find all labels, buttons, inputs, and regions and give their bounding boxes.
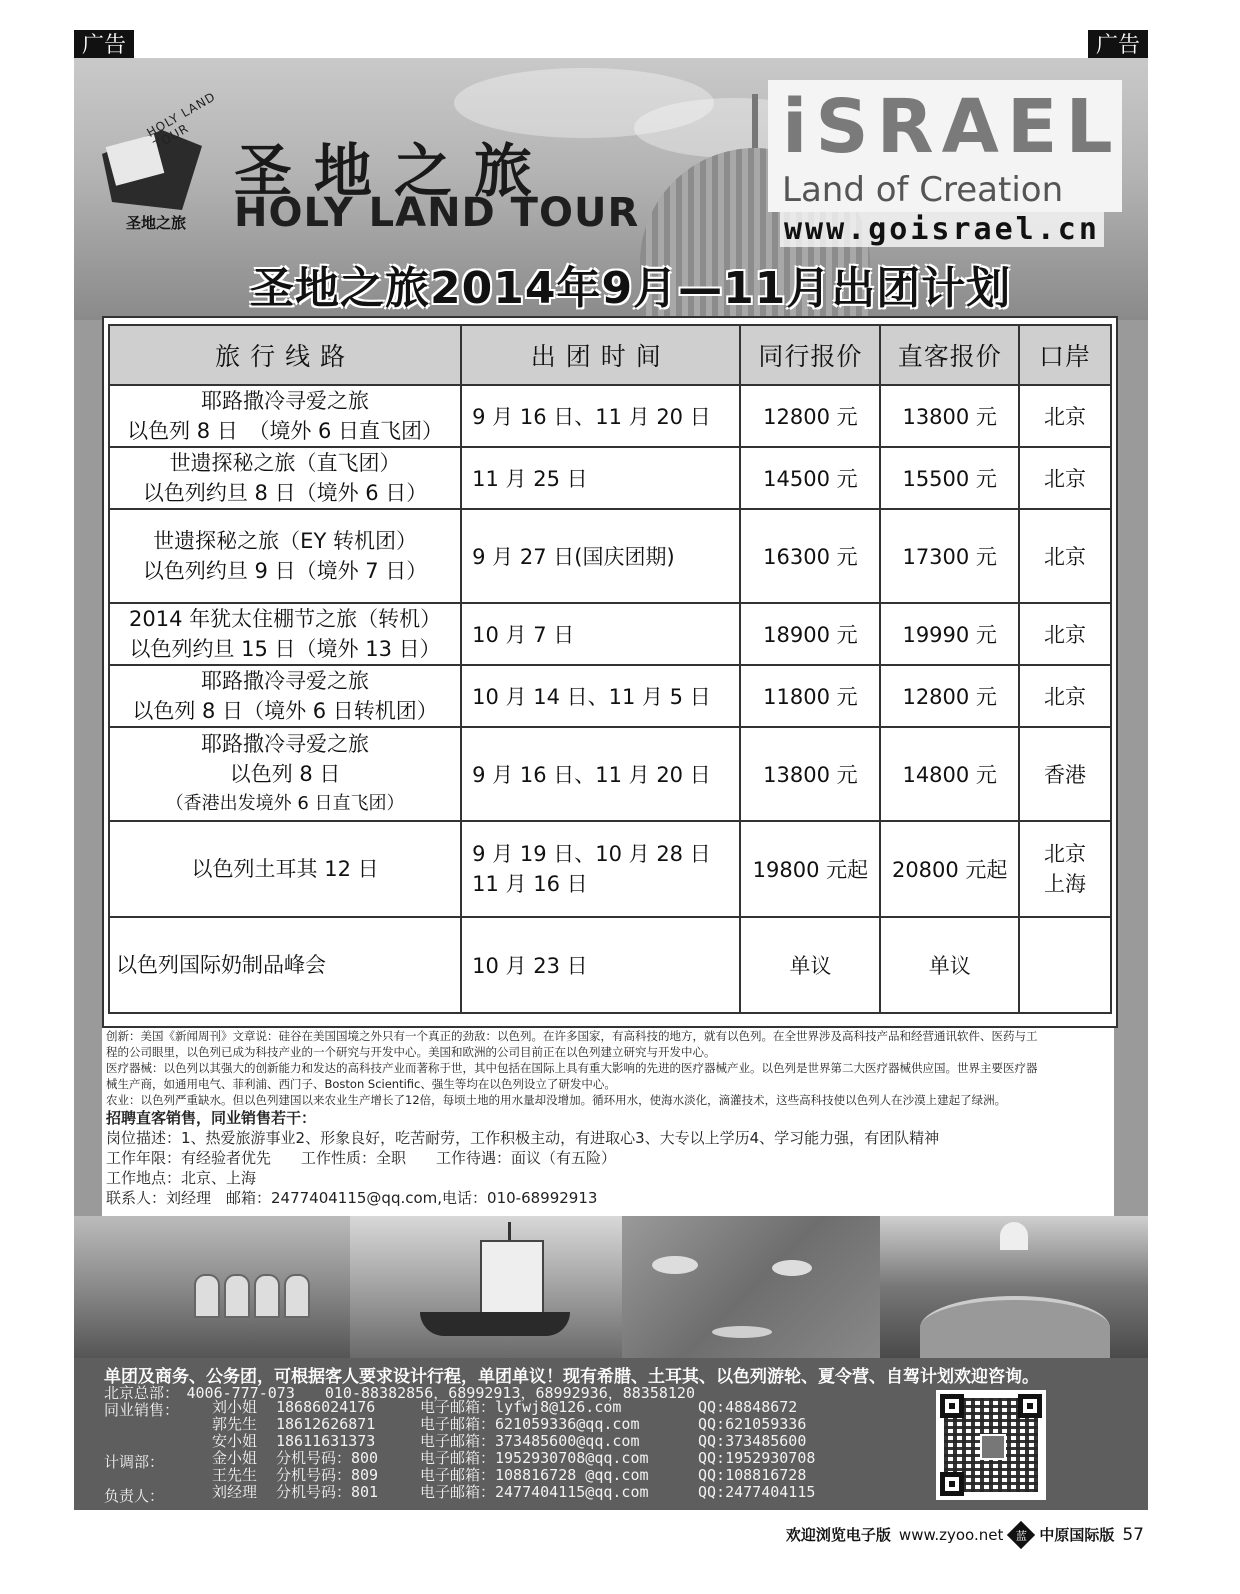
table-row [109,447,1111,509]
contact-phones [276,1399,378,1501]
info-line: 创新：美国《新闻周刊》文章说：硅谷在美国国境之外只有一个真正的劲敌：以色列。在许多国家，有高科技的地方，就有以色列。在全世界涉及高科技产品和经营通讯软件、医药与工 [106,1029,1038,1043]
peer-price-cell: 19800 元起 [740,821,880,917]
header-route: 旅行线路 [109,325,461,385]
contact-email[interactable]: 电子邮箱：2477404115@qq.com [420,1483,649,1501]
contact-qq: QQ:621059336 [698,1415,807,1433]
direct-price-cell: 17300 元 [880,509,1019,603]
israel-logo [768,80,1122,212]
church-arch [224,1274,250,1318]
dead-sea-photo [622,1216,880,1358]
route-cell [109,447,461,509]
direct-price-cell: 19990 元 [880,603,1019,665]
sailboat-photo [350,1216,622,1358]
direct-price-cell: 单议 [880,917,1019,1013]
footer-edition: 中原国际版 [1039,1526,1115,1544]
route-detail: 以色列 8 日（境外 6 日转机团） [132,699,438,723]
garden-terrace [920,1296,1110,1360]
contact-names [212,1399,257,1501]
qr-finder-icon [940,1472,964,1496]
ad-tag-left: 广告 [74,30,134,62]
contact-email[interactable]: 电子邮箱：373485600@qq.com [420,1432,640,1450]
route-cell [109,665,461,727]
page-headline: 圣地之旅2014年9月—11月出团计划 [250,263,1012,314]
table-row [109,385,1111,447]
date-cell: 10 月 14 日、11 月 5 日 [461,665,740,727]
boat-hull [420,1312,570,1336]
contact-email[interactable]: 电子邮箱：621059336@qq.com [420,1415,640,1433]
peer-price-cell: 单议 [740,917,880,1013]
route-name: 耶路撒冷寻爱之旅 [201,732,370,756]
dome-spire [752,94,758,154]
church-arch [194,1274,220,1318]
recruit-line: 工作地点：北京、上海 [106,1169,257,1187]
footer-welcome: 欢迎浏览电子版 [785,1526,891,1544]
date-cell [461,821,740,917]
route-name: 世遗探秘之旅（直飞团） [169,451,401,475]
date-cell: 9 月 16 日、11 月 20 日 [461,727,740,821]
port-cell: 北京 [1019,509,1111,603]
info-line: 程的公司眼里，以色列已成为科技产业的一个研究与开发中心。美国和欧洲的公司目前正在以色列建立研究与开发中心。 [106,1045,716,1059]
peer-price-cell: 16300 元 [740,509,880,603]
israel-tagline: Land of Creation [782,170,1064,210]
direct-price-cell: 13800 元 [880,385,1019,447]
qr-finder-icon [940,1394,964,1418]
route-detail: 以色列约旦 8 日（境外 6 日） [142,481,428,505]
recruit-title: 招聘直客销售，同业销售若干： [106,1109,317,1127]
recruit-line: 工作年限：有经验者优先 工作性质：全职 工作待遇：面议（有五险） [106,1149,617,1167]
header-peer-price: 同行报价 [740,325,880,385]
contact-emails [420,1399,649,1501]
route-detail: 以色列 8 日 [229,762,341,786]
port-cell: 香港 [1019,727,1111,821]
peer-price-cell: 11800 元 [740,665,880,727]
route-note: （香港出发境外 6 日直飞团） [165,793,405,814]
route-detail: 以色列约旦 15 日（境外 13 日） [129,637,441,661]
contact-email[interactable]: 电子邮箱：lyfwj8@126.com [420,1398,622,1416]
recruit-line: 岗位描述：1、热爱旅游事业2、形象良好，吃苦耐劳，工作积极主动，有进取心3、大专以上学历4、学习能力强，有团队精神 [106,1129,940,1147]
header-direct-price: 直客报价 [880,325,1019,385]
port-cell: 北京 [1019,665,1111,727]
contact-qq: QQ:373485600 [698,1432,807,1450]
contact-name: 刘小姐 [212,1398,258,1416]
route-name: 以色列国际奶制品峰会 [116,953,326,977]
contact-announcement: 单团及商务、公务团，可根据客人要求设计行程，单团单议！现有希腊、土耳其、以色列游轮、夏令营、自驾计划欢迎咨询。 [104,1367,1039,1387]
qr-code[interactable] [936,1390,1046,1500]
info-line: 械生产商，如通用电气、菲利浦、西门子、Boston Scientific、强生等均在以色列设立了研发中心。 [106,1077,616,1091]
contact-email[interactable]: 电子邮箱：1952930708@qq.com [420,1449,649,1467]
route-name: 耶路撒冷寻爱之旅 [201,389,370,413]
route-detail: 以色列 8 日 （境外 6 日直飞团） [127,419,444,443]
page-number: 57 [1122,1524,1144,1545]
port-line: 北京 [1044,842,1087,866]
footer-url[interactable]: www.zyoo.net [898,1525,1004,1544]
date-cell: 9 月 16 日、11 月 20 日 [461,385,740,447]
port-cell: 北京 [1019,447,1111,509]
port-cell [1019,917,1111,1013]
qr-logo-icon [980,1434,1006,1460]
salt-formation [772,1260,812,1276]
route-cell [109,509,461,603]
date-line: 11 月 16 日 [472,872,588,896]
recruit-line: 联系人：刘经理 邮箱：2477404115@qq.com,电话：010-68992913 [106,1189,598,1207]
contact-phone: 18686024176 [276,1398,376,1416]
website-url[interactable]: www.goisrael.cn [780,212,1104,247]
contact-qq: QQ:1952930708 [698,1449,816,1467]
logo-arc-text: HOLY LAND TOUR [144,89,219,153]
contact-qq: QQ:48848672 [698,1398,798,1416]
contact-name: 安小姐 [212,1432,258,1450]
route-cell [109,603,461,665]
route-name: 耶路撒冷寻爱之旅 [201,669,370,693]
contact-email[interactable]: 电子邮箱：108816728 @qq.com [420,1466,649,1484]
table-row [109,509,1111,603]
table-row [109,603,1111,665]
peer-sales-label: 同业销售： [104,1401,180,1419]
direct-price-cell: 15500 元 [880,447,1019,509]
info-section [102,1028,1114,1216]
peer-price-cell: 13800 元 [740,727,880,821]
contact-name: 金小姐 [212,1449,258,1467]
route-name: 以色列土耳其 12 日 [191,857,379,881]
date-line: 9 月 19 日、10 月 28 日 [472,842,711,866]
church-arch [284,1274,310,1318]
route-cell [109,821,461,917]
holy-land-tour-logo [96,89,226,240]
peer-price-cell: 14500 元 [740,447,880,509]
peer-price-cell: 12800 元 [740,385,880,447]
advertisement-page [74,58,1148,1510]
manager-label: 负责人： [104,1487,165,1505]
israel-wordmark: iSRAEL [782,84,1121,170]
date-cell: 9 月 27 日(国庆团期) [461,509,740,603]
direct-price-cell: 20800 元起 [880,821,1019,917]
ad-tag-right: 广告 [1088,30,1148,62]
boat-sail [480,1240,544,1314]
header-port: 口岸 [1019,325,1111,385]
contact-section [74,1358,1148,1510]
contact-name: 王先生 [212,1466,258,1484]
table-row [109,665,1111,727]
planning-label: 计调部： [104,1453,165,1471]
qr-finder-icon [1018,1394,1042,1418]
contact-phone: 分机号码：800 [276,1449,379,1467]
contact-phone: 18611631373 [276,1432,376,1450]
brand-title-cn: 圣地之旅 [234,137,555,205]
route-name: 世遗探秘之旅（EY 转机团） [153,529,417,553]
table-header-row [109,325,1111,385]
photo-strip [74,1216,1148,1358]
contact-name: 刘经理 [212,1483,258,1501]
route-cell [109,385,461,447]
direct-price-cell: 12800 元 [880,665,1019,727]
logo-cn-text: 圣地之旅 [126,214,187,232]
date-cell: 10 月 23 日 [461,917,740,1013]
hq-phones: 北京总部： 4006-777-073 010-88382856，68992913，68992936，88358120 [104,1384,695,1402]
contact-name: 郭先生 [212,1415,258,1433]
floating-person [712,1326,772,1338]
badge-text: 蓝 [1015,1528,1027,1542]
contact-qq: QQ:2477404115 [698,1483,816,1501]
brand-title-en: HOLY LAND TOUR [234,190,640,236]
port-cell: 北京 [1019,603,1111,665]
page-footer [786,1524,1144,1545]
port-cell: 北京 [1019,385,1111,447]
shrine-dome [1000,1222,1028,1250]
peer-price-cell: 18900 元 [740,603,880,665]
date-cell: 10 月 7 日 [461,603,740,665]
bahai-garden-photo [880,1216,1148,1358]
table-row [109,821,1111,917]
contact-phone: 分机号码：809 [276,1466,379,1484]
info-line: 农业：以色列严重缺水。但以色列建国以来农业生产增长了12倍，每顷土地的用水量却没增加。循环用水，使海水淡化，滴灌技术，这些高科技使以色列人在沙漠上建起了绿洲。 [106,1093,1007,1107]
date-cell: 11 月 25 日 [461,447,740,509]
contact-phone: 分机号码：801 [276,1483,379,1501]
tour-schedule-table [102,316,1118,1028]
info-line: 医疗器械：以色列以其强大的创新能力和发达的高科技产业而著称于世，其中包括在国际上具有重大影响的先进的医疗器械产业。以色列是世界第二大医疗器械供应国。世界主要医疗器 [106,1061,1038,1075]
route-detail: 以色列约旦 9 日（境外 7 日） [142,559,428,583]
church-arch [254,1274,280,1318]
contact-phone: 18612626871 [276,1415,376,1433]
contact-qqs [698,1399,815,1501]
publication-badge-icon [1007,1520,1035,1548]
contact-qq: QQ:108816728 [698,1466,807,1484]
port-line: 上海 [1044,872,1087,896]
route-cell [109,917,461,1013]
direct-price-cell: 14800 元 [880,727,1019,821]
salt-formation [652,1256,698,1274]
route-cell [109,727,461,821]
header-dates: 出团时间 [461,325,740,385]
church-photo [74,1216,350,1358]
route-name: 2014 年犹太住棚节之旅（转机） [129,607,442,631]
table-row [109,727,1111,821]
hero-banner [74,58,1148,320]
table-row [109,917,1111,1013]
port-cell [1019,821,1111,917]
